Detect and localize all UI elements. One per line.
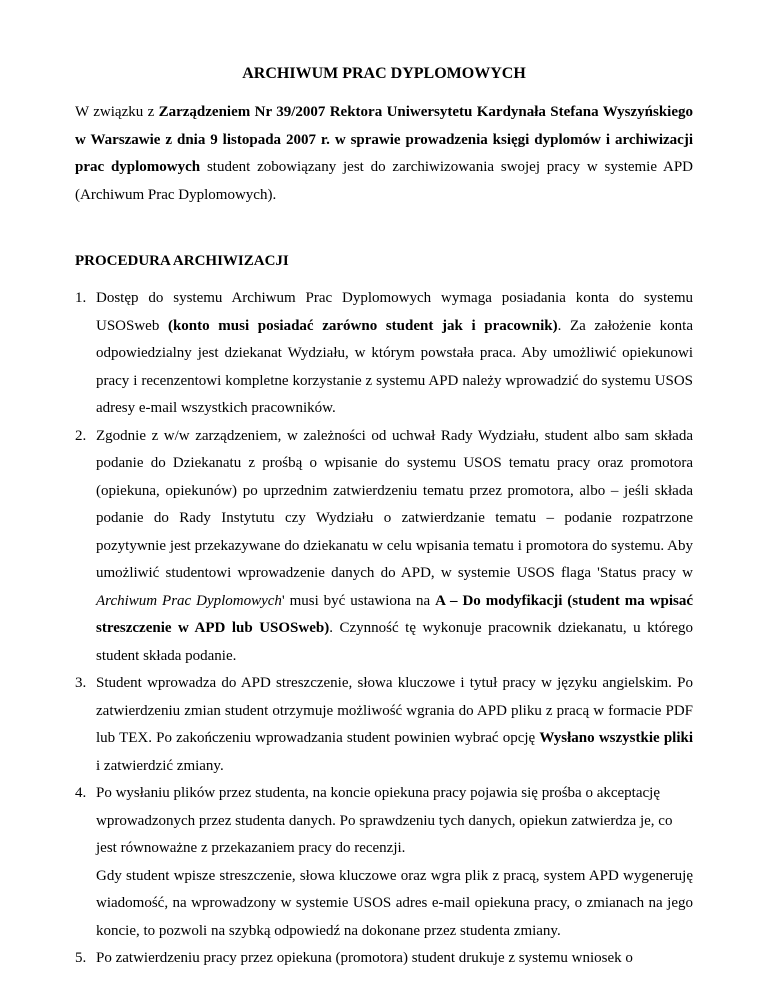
intro-text-2: student zobowiązany jest do zarchiwizowania swojej pracy w systemie APD (Archiwum Prac Dyplomowych). <box>75 159 693 203</box>
document-title: ARCHIWUM PRAC DYPLOMOWYCH <box>242 65 526 82</box>
item-text: . Czynność tę wykonuje pracownik dziekanatu, u którego student składa podanie. <box>96 620 693 664</box>
item-text: Gdy student wpisze streszczenie, słowa kluczowe oraz wgra plik z pracą, system APD wygeneruję wiadomość, na wprowadzony w systemie USOS adres e-mail opiekuna pracy, o zmianach na jego koncie, to pozwoli na szybką odpowiedź na dokonane przez studenta zmiany. <box>96 867 693 939</box>
item-number: 3. <box>75 675 87 691</box>
item-text: Student wprowadza do APD streszczenie, słowa kluczowe i tytuł pracy w języku angielskim. Po zatwierdzeniu zmian student otrzymuje możliwość wgrania do APD pliku z pracą w formacie PDF lub TEX. Po zakończeniu wprowadzania student powinien wybrać opcję <box>96 675 693 746</box>
procedure-item-4 <box>75 780 693 945</box>
item-number: 2. <box>75 427 87 444</box>
item-text: . Za założenie konta odpowiedzialny jest dziekanat Wydziału, w którym powstała praca. Aby umożliwić opiekunowi pracy i recenzentowi kompletne korzystanie z systemu APD należy wprowadzić do systemu USOS adresy e-mail wszystkich pracowników. <box>96 317 693 416</box>
procedure-item-1 <box>75 285 693 423</box>
item-bold-text: A – Do modyfikacji (student ma wpisać streszczenie w APD lub USOSweb) <box>96 592 694 636</box>
intro-regulation-reference: Zarządzeniem Nr 39/2007 Rektora Uniwersytetu Kardynała Stefana Wyszyńskiego w Warszawie z dnia 9 listopada 2007 r. w sprawie prowadzenia księgi dyplomów i archiwizacji prac dyplomowych <box>75 104 693 175</box>
item-number: 1. <box>75 290 87 306</box>
item-text: Po zatwierdzeniu pracy przez opiekuna (promotora) student drukuje z systemu wniosek o <box>96 950 633 966</box>
procedure-heading: PROCEDURA ARCHIWIZACJI <box>75 253 289 269</box>
item-bold-text: Wysłano wszystkie pliki <box>539 730 693 746</box>
intro-text-1: W związku z <box>75 104 159 120</box>
item-text: Zgodnie z w/w zarządzeniem, w zależności od uchwał Rady Wydziału, student albo sam składa podanie do Dziekanatu z prośbą o wpisanie do systemu USOS tematu pracy oraz promotora (opiekuna, opiekunów) po uprzednim zatwierdzeniu tematu przez promotora, albo – jeśli składa podanie do Rady Instytutu czy Wydziału o zatwierdzanie tematu – podanie rozpatrzone pozytywnie jest przekazywane do dziekanatu w celu wpisania tematu i promotora do systemu. Aby umożliwić studentowi wprowadzenie danych do APD, w systemie USOS flaga 'Status pracy w <box>96 427 693 581</box>
item-italic-text: Archiwum Prac Dyplomowych <box>96 592 282 609</box>
intro-paragraph <box>75 99 693 209</box>
procedure-list <box>75 285 693 973</box>
item-text: i zatwierdzić zmiany. <box>96 757 224 774</box>
item-text: Po wysłaniu plików przez studenta, na koncie opiekuna pracy pojawia się prośba o akceptację wprowadzonych przez studenta danych. Po sprawdzeniu tych danych, opiekun zatwierdza je, co jest równoważne z przekazaniem pracy do recenzji. <box>96 785 673 856</box>
procedure-item-5 <box>75 945 693 973</box>
procedure-item-3 <box>75 670 693 780</box>
item-number: 5. <box>75 950 87 966</box>
item-number: 4. <box>75 785 87 801</box>
item-bold-text: (konto musi posiadać zarówno student jak i pracownik) <box>167 317 558 334</box>
procedure-item-2 <box>75 423 693 671</box>
item-text: ' musi być ustawiona na <box>281 592 436 609</box>
item-text: Dostęp do systemu Archiwum Prac Dyplomowych wymaga posiadania konta do systemu USOSweb <box>96 290 693 334</box>
